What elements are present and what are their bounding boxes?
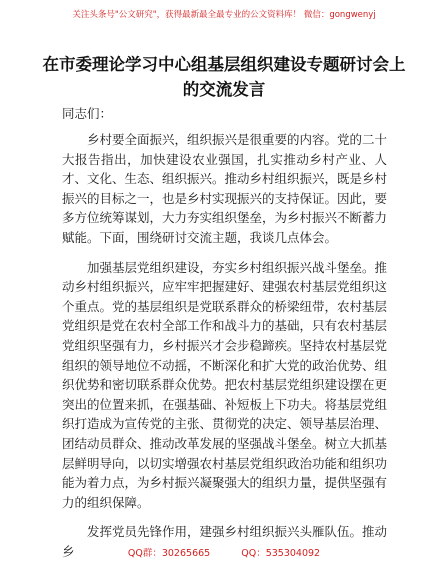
paragraph-party-members: 发挥党员先锋作用，建强乡村组织振兴头雁队伍。推动乡	[62, 524, 388, 559]
header-banner: 关注头条号"公文研究"，获得最新最全最专业的公文资料库！ 微信：gongwenyj	[72, 10, 376, 20]
footer-qq-group: QQ群：30265665	[127, 548, 211, 559]
paragraph-party-organization: 加强基层党组织建设，夯实乡村组织振兴战斗堡垒。推动乡村组织振兴，应牢牢把握建好、建强农村基层党组织这个重点。党的基层组织是党联系群众的桥梁纽带，农村基层党组织是党在农村全部工作和战斗力的基础，只有农村基层党组织坚强有力，乡村振兴才会步稳蹄疾。坚持农村基层党组织的领导地位不动摇，不断深化和扩大党的政治优势、组织优势和密切联系群众优势。把农村基层党组织建设摆在更突出的位置来抓，在强基础、补短板上下功夫。将基层党组织打造成为宣传党的主张、贯彻党的决定、领导基层治理、团结动员群众、推动改革发展的坚强战斗堡垒。树立大抓基层鲜明导向，以切实增强农村基层党组织政治功能和组织功能为着力点，为乡村振兴凝聚强大的组织力量，提供坚强有力的组织保障。	[62, 259, 388, 510]
salutation: 同志们：	[62, 106, 113, 121]
document-body	[62, 130, 387, 571]
paragraph-intro: 乡村要全面振兴，组织振兴是很重要的内容。党的二十大报告指出，加快建设农业强国，扎实推动乡村产业、人才、文化、生态、组织振兴。推动乡村组织振兴，既是乡村振兴的目标之一，也是乡村实现振兴的支持保证。因此，要多方位统筹谋划，大力夯实组织堡垒，为乡村振兴不断蓄力赋能。下面，围绕研讨交流主题，我谈几点体会。	[62, 132, 388, 245]
document-title: 在市委理论学习中心组基层组织建设专题研讨会上的交流发言	[42, 55, 406, 99]
footer-qq: QQ：535304092	[241, 548, 321, 559]
footer-contact	[0, 545, 448, 559]
